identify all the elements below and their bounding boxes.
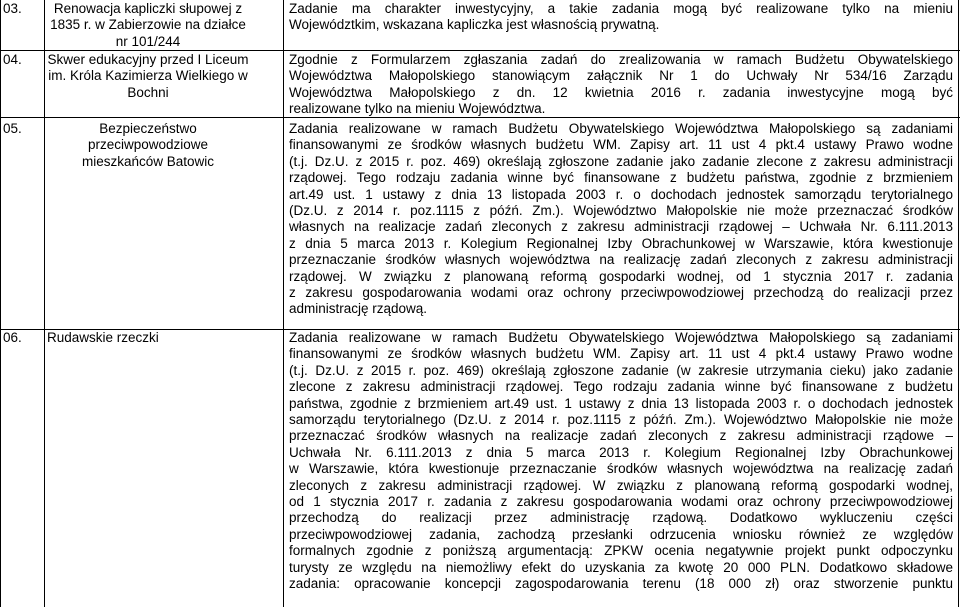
text-line: Zadania realizowane w ramach Budżetu Obywatelskiego Województwa Małopolskiego są zadaniami <box>289 121 953 136</box>
text-line: zleconych z zakresu administracji rządowej. W związku z planowaną reformą gospodarki wodnej, <box>289 477 953 493</box>
task-name <box>47 1 249 50</box>
text-line: administrację rządową. <box>289 301 428 317</box>
text-line: Województkim, wskazana kapliczka jest własnością prywatną. <box>289 17 660 33</box>
text-line: turysty ze względu na niemożliwy efekt do uzyskania za kwotę 20 000 PLN. Dodatkowo składowe <box>289 559 953 575</box>
text-line: art.49 ust. 1 ustawy z dnia 13 listopada 2003 r. o dochodach jednostek samorządu terytorialnego <box>289 186 953 202</box>
text-line: własnych na realizacje zadań zleconych z zakresu administracji rządowej – Uchwała Nr. 6.111.2013 <box>289 219 953 235</box>
justification-paragraph <box>289 1 953 34</box>
text-line: realizowane tylko na mieniu Województwa. <box>289 101 546 117</box>
justification-paragraph <box>289 121 953 318</box>
row-number: 06. <box>3 330 22 345</box>
text-line: (t.j. Dz.U. z 2015 r. poz. 469) określają zgłoszone zadanie (w zakresie utrzymania cieku) jako zadanie <box>289 362 953 378</box>
task-justification <box>289 1 953 34</box>
task-justification <box>289 330 953 593</box>
text-line: Województwa Małopolskiego z dn. 12 kwietnia 2016 r. zadania inwestycyjne mogą być <box>289 84 953 100</box>
text-line: formalnych zgodnie z poniższą argumentacją: ZPKW ocenia negatywnie projekt punkt odpoczynku <box>289 543 953 559</box>
text-line: państwa, zgodnie z brzmieniem art.49 ust. 1 ustawy z dnia 13 listopada 2003 r. o dochodach jednostek <box>289 395 953 411</box>
task-justification <box>289 121 953 318</box>
text-line: Zadania realizowane w ramach Budżetu Obywatelskiego Województwa Małopolskiego są zadaniami <box>289 330 953 345</box>
task-name <box>47 52 249 101</box>
text-line: przechodzą do realizacji przez administrację rządową. Dodatkowo wykluczeniu części <box>289 510 953 526</box>
row-number: 04. <box>3 52 22 67</box>
row-number: 03. <box>3 1 22 16</box>
task-name <box>47 330 249 346</box>
table-border-right <box>958 0 959 607</box>
text-line: Województwa Małopolskiego stanowiącym załącznik Nr 1 do Uchwały Nr 534/16 Zarządu <box>289 68 953 84</box>
text-line: Zadanie ma charakter inwestycyjny, a takie zadania mogą być realizowane tylko na mieniu <box>289 1 953 16</box>
column-divider-1 <box>44 0 45 607</box>
text-line: zadania: opracowanie koncepcji zagospodarowania terenu (18 000 zł) oraz stworzenie punktu <box>289 576 953 592</box>
text-line: zlecone z zakresu administracji rządowej. Tego rodzaju zadania winne być finansowane z budżetu <box>289 379 953 395</box>
text-line: od 1 stycznia 2017 r. zadania z zakresu gospodarowania wodami oraz ochrony przeciwpowodziowej <box>289 494 953 510</box>
text-line: przeznaczać środków własnych na realizacje zadań zleconych z zakresu administracji rządowe – <box>289 428 953 444</box>
text-line: (t.j. Dz.U. z 2015 r. poz. 469) określają zgłoszone zadanie jako zadanie zlecone z zakresu administracji <box>289 153 953 169</box>
task-name-line: 1835 r. w Zabierzowie na działce <box>50 17 246 33</box>
task-name <box>47 121 249 170</box>
justification-paragraph <box>289 330 953 593</box>
column-divider-2 <box>283 0 284 607</box>
task-name-line: Bezpieczeństwo <box>99 121 197 136</box>
row-number: 05. <box>3 121 22 136</box>
text-line: finansowanymi ze środków własnych budżetu WM. Zapisy art. 11 ust 4 pkt.4 ustawy Prawo wodne <box>289 137 953 153</box>
text-line: finansowanymi ze środków własnych budżetu WM. Zapisy art. 11 ust 4 pkt.4 ustawy Prawo wodne <box>289 346 953 362</box>
justification-paragraph <box>289 52 953 118</box>
task-name-line: mieszkańców Batowic <box>81 153 215 169</box>
task-name-line: Rudawskie rzeczki <box>47 330 159 345</box>
text-line: Zgodnie z Formularzem zgłaszania zadań do zrealizowania w ramach Budżetu Obywatelskiego <box>289 52 953 67</box>
task-name-line: Bochni <box>127 84 169 100</box>
table-border-left <box>0 0 1 607</box>
text-line: rządowej. W związku z planowaną reformą gospodarki wodnej, od 1 stycznia 2017 r. zadania <box>289 268 953 284</box>
task-justification <box>289 52 953 118</box>
task-name-line: nr 101/244 <box>115 33 181 49</box>
text-line: przeznaczanie środków własnych województwa na realizację zadań zleconych z zakresu administracji <box>289 252 953 268</box>
text-line: z dnia 5 marca 2013 r. Kolegium Regionalnej Izby Obrachunkowej w Warszawie, która kwestionuje <box>289 235 953 251</box>
text-line: samorządu terytorialnego (Dz.U. z 2014 r. poz.1115 z późń. Zm.). Województwo Małopolskie nie może <box>289 412 953 428</box>
task-name-line: Skwer edukacyjny przed I Liceum <box>47 52 249 67</box>
task-name-line: Renowacja kapliczki słupowej z <box>53 1 243 16</box>
text-line: z zakresu gospodarowania wodami oraz ochrony przeciwpowodziowej przechodzą do realizacji przez <box>289 285 953 301</box>
text-line: w Warszawie, która kwestionuje przeznaczanie środków własnych województwa na realizację zadań <box>289 461 953 477</box>
text-line: przeciwpowodziowej zadania, zachodzą przesłanki odrzucenia wniosku również ze względów <box>289 526 953 542</box>
text-line: (Dz.U. z 2014 r. poz.1115 z późń. Zm.). Województwo Małopolskie nie może przeznaczać środków <box>289 203 953 219</box>
text-line: rządowej. Tego rodzaju zadania winne być finansowane z budżetu państwa, zgodnie z brzmieniem <box>289 170 953 186</box>
task-name-line: przeciwpowodziowe <box>87 137 209 153</box>
text-line: Uchwała Nr. 6.111.2013 z dnia 5 marca 2013 r. Kolegium Regionalnej Izby Obrachunkowej <box>289 444 953 460</box>
task-name-line: im. Króla Kazimierza Wielkiego w <box>48 68 248 84</box>
